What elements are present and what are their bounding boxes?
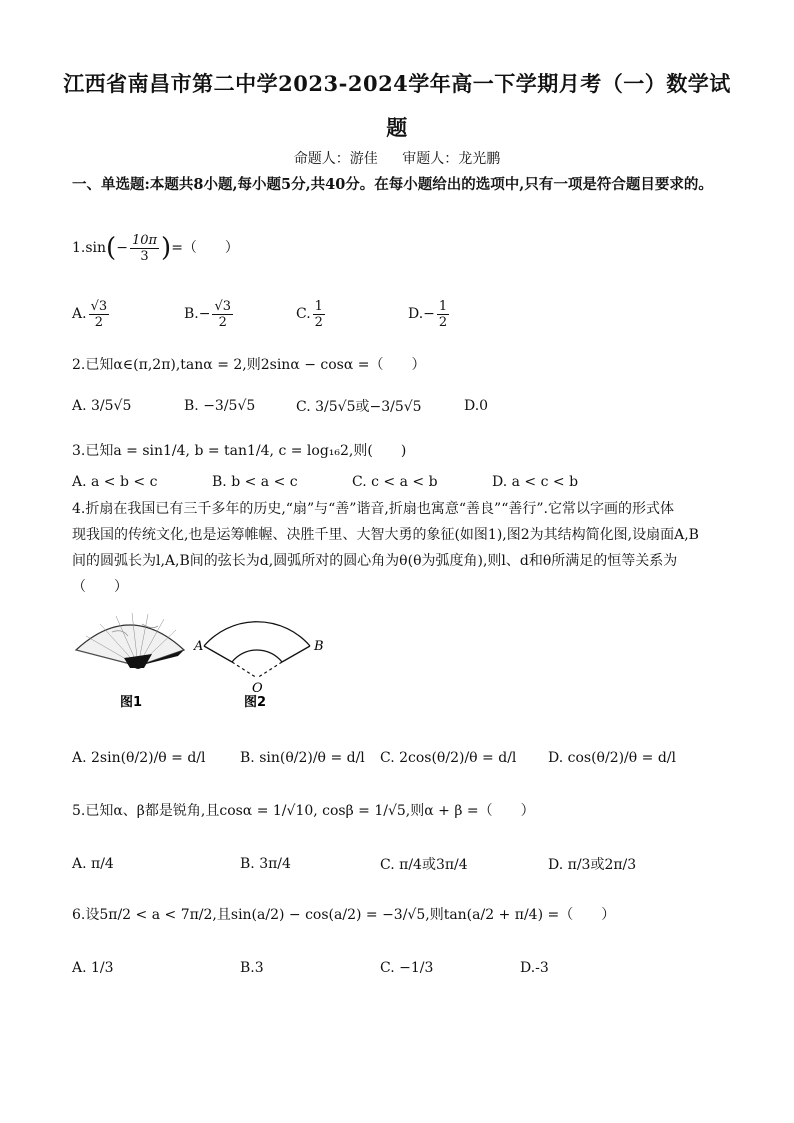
- option-d: D. cos(θ/2)/θ = d/l: [548, 750, 676, 766]
- option-a: A. $\frac{√3}{2}$: [72, 298, 108, 330]
- q4-line2: 现我国的传统文化,也是运筹帷幄、决胜千里、大智大勇的象征(如图1),图2为其结构简化图,设扇面A,B: [72, 527, 699, 543]
- fraction: $\frac{10\pi}{3}$: [131, 232, 158, 264]
- figure-1-caption: 图1: [120, 695, 143, 710]
- option-c: C. −1/3: [380, 960, 434, 976]
- question-4: [72, 496, 722, 600]
- question-2-options: [72, 386, 722, 426]
- question-1: 1. sin ( − $\frac{10\pi}{3}$ ) =（ ）: [72, 232, 239, 264]
- q4-line1: 4.折扇在我国已有三千多年的历史,“扇”与“善”谐音,折扇也寓意“善良”“善行”.它常以字画的形式体: [72, 501, 674, 517]
- question-3: 3.已知a = sin1/4, b = tan1/4, c = log₁₆2,则( ): [72, 443, 407, 459]
- option-c: C. $\frac{1}{2}$: [296, 298, 323, 330]
- option-b: B.3: [240, 960, 264, 976]
- option-d: D.− $\frac{1}{2}$: [408, 298, 448, 330]
- option-b: B. −3/5√5: [184, 398, 256, 414]
- option-a: A. 1/3: [72, 960, 114, 976]
- option-c: C. c < a < b: [352, 474, 438, 490]
- author-label: 命题人：游佳: [293, 151, 378, 167]
- open-paren: (: [106, 233, 117, 263]
- folding-fan-figure: [72, 606, 342, 716]
- option-a: A. a < b < c: [72, 474, 158, 490]
- option-c: C. 3/5√5或−3/5√5: [296, 399, 422, 415]
- option-d: D. a < c < b: [492, 474, 579, 490]
- close-paren: ): [161, 233, 172, 263]
- q4-figures: [72, 606, 342, 716]
- question-5: 5.已知α、β都是锐角,且cosα = 1/√10, cosβ = 1/√5,则α + β =（ ）: [72, 803, 535, 819]
- option-c: C. π/4或3π/4: [380, 857, 468, 873]
- option-b: B. sin(θ/2)/θ = d/l: [240, 750, 365, 766]
- option-a: A. 2sin(θ/2)/θ = d/l: [72, 750, 206, 766]
- point-a-label: A: [194, 639, 204, 654]
- point-b-label: B: [314, 639, 324, 654]
- option-d: D.-3: [520, 960, 549, 976]
- question-5-options: [72, 844, 722, 884]
- byline: [0, 148, 794, 168]
- question-blank: =（ ）: [171, 240, 239, 256]
- option-d: D. π/3或2π/3: [548, 857, 637, 873]
- question-4-options: [72, 738, 722, 778]
- question-6-options: [72, 948, 722, 988]
- option-a: A. π/4: [72, 856, 114, 872]
- q4-line4: （ ）: [72, 579, 128, 595]
- question-number: 1.: [72, 240, 86, 256]
- option-b: B.− $\frac{√3}{2}$: [184, 298, 232, 330]
- reviewer-label: 审题人：龙光鹏: [402, 151, 501, 167]
- figure-2-caption: 图2: [244, 695, 267, 710]
- option-b: B. b < a < c: [212, 474, 298, 490]
- section-heading: 一、单选题:本题共8小题,每小题5分,共40分。在每小题给出的选项中,只有一项是符合题目要求的。: [72, 176, 713, 193]
- fan-structure-diagram: [204, 622, 310, 678]
- exam-title-line2: 题: [386, 115, 408, 140]
- option-b: B. 3π/4: [240, 856, 291, 872]
- exam-title-line1: 江西省南昌市第二中学2023-2024学年高一下学期月考（一）数学试: [63, 71, 731, 96]
- question-1-options: [72, 294, 722, 334]
- q4-line3: 间的圆弧长为l,A,B间的弦长为d,圆弧所对的圆心角为θ(θ为弧度角),则l、d和θ所满足的恒等关系为: [72, 553, 678, 569]
- option-d: D.0: [464, 398, 489, 414]
- fan-photo-icon: [76, 613, 184, 669]
- question-2: 2.已知α∈(π,2π),tanα = 2,则2sinα − cosα =（ ）: [72, 357, 426, 373]
- option-c: C. 2cos(θ/2)/θ = d/l: [380, 750, 517, 766]
- sin-fn: sin: [85, 240, 107, 256]
- point-o-label: O: [252, 681, 263, 696]
- option-a: A. 3/5√5: [72, 398, 132, 414]
- question-6: 6.设5π/2 < a < 7π/2,且sin(a/2) − cos(a/2) = −3/√5,则tan(a/2 + π/4) =（ ）: [72, 907, 616, 923]
